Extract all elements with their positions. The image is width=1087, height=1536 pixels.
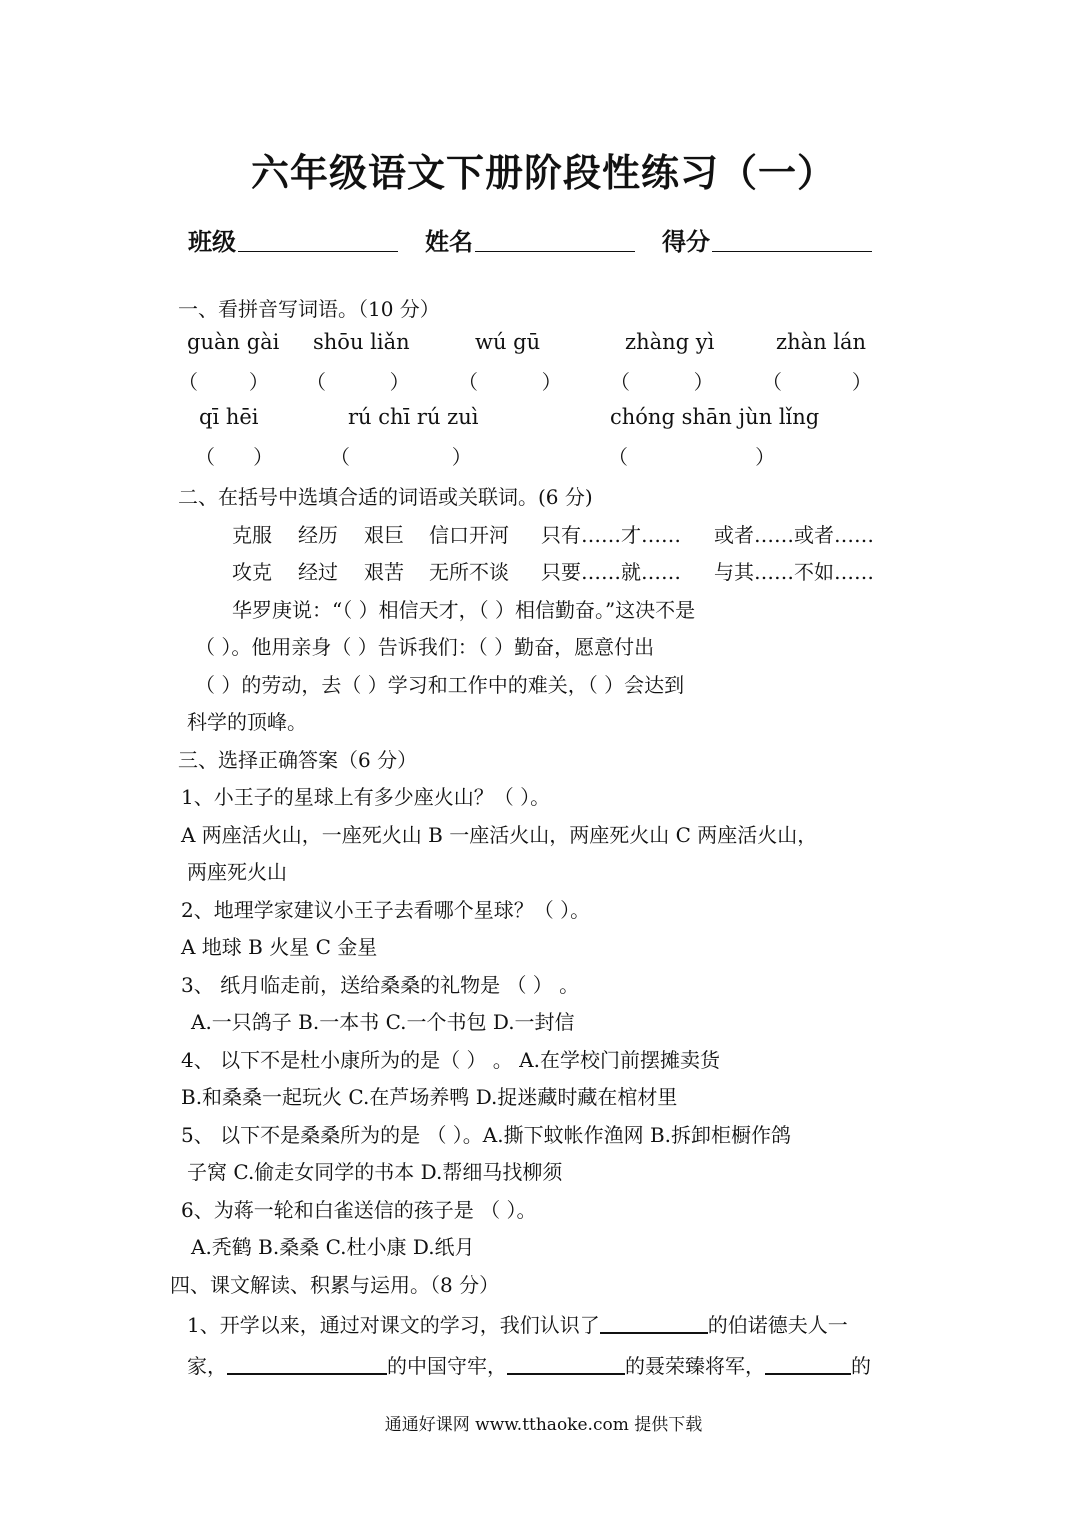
word-option: 克服: [232, 523, 272, 547]
word-option: 艰苦: [364, 560, 404, 584]
pinyin-8: chóng shān jùn lǐng: [610, 405, 820, 429]
answer-box-6[interactable]: （ ）: [195, 445, 274, 469]
answer-box-4[interactable]: （ ）: [610, 370, 714, 394]
fill-line-2: [187, 1350, 871, 1379]
pinyin-2: shōu liǎn: [313, 330, 410, 354]
answer-box-3[interactable]: （ ）: [458, 370, 562, 394]
score-field: [662, 222, 872, 257]
section1-heading: 一、看拼音写词语。（10 分）: [178, 297, 440, 321]
fill-paragraph-line: 科学的顶峰。: [187, 710, 307, 734]
footer-credit: 通通好课网 www.tthaoke.com 提供下载: [384, 1415, 703, 1435]
pinyin-7: rú chī rú zuì: [348, 405, 479, 429]
pinyin-4: zhàng yì: [625, 330, 715, 354]
section3-heading: 三、选择正确答案（6 分）: [178, 748, 418, 772]
pinyin-6: qī hēi: [199, 405, 259, 429]
word-option: 无所不谈: [429, 560, 509, 584]
name-label: 姓名: [425, 228, 473, 256]
pinyin-3: wú gū: [475, 330, 541, 354]
question-line: 1、小王子的星球上有多少座火山？（ ）。: [181, 785, 551, 809]
fill-text: 的伯诺德夫人一: [707, 1313, 848, 1337]
score-blank[interactable]: [712, 229, 872, 252]
question-line: A 两座活火山，一座死火山 B 一座活火山，两座死火山 C 两座活火山，: [181, 823, 818, 847]
fill-line-1: [187, 1309, 848, 1338]
fill-text: 的: [851, 1354, 871, 1378]
question-line: A.一只鸽子 B.一本书 C.一个书包 D.一封信: [191, 1010, 575, 1034]
name-blank[interactable]: [475, 229, 635, 252]
word-option: 攻克: [232, 560, 272, 584]
question-line: 两座死火山: [187, 860, 287, 884]
fill-blank[interactable]: [600, 1312, 708, 1334]
fill-blank[interactable]: [507, 1353, 625, 1375]
fill-text: 1、开学以来，通过对课文的学习，我们认识了: [187, 1313, 600, 1337]
word-option: 只要……就……: [541, 560, 681, 584]
fill-paragraph-line: （ ）。他用亲身（ ）告诉我们：（ ）勤奋，愿意付出: [195, 635, 655, 659]
page-title: 六年级语文下册阶段性练习（一）: [250, 151, 836, 195]
name-field: [425, 222, 635, 257]
pinyin-1: guàn gài: [187, 330, 280, 354]
answer-box-8[interactable]: （ ）: [608, 445, 776, 469]
section4-heading: 四、课文解读、积累与运用。（8 分）: [170, 1273, 500, 1297]
pinyin-5: zhàn lán: [776, 330, 867, 354]
fill-blank[interactable]: [227, 1353, 387, 1375]
question-line: 6、为蒋一轮和白雀送信的孩子是 （ ）。: [181, 1198, 537, 1222]
fill-text: 家，: [187, 1354, 227, 1378]
answer-box-5[interactable]: （ ）: [762, 370, 872, 394]
fill-text: 的中国守牢，: [387, 1354, 507, 1378]
question-line: 5、 以下不是桑桑所为的是 （ ）。A.撕下蚊帐作渔网 B.拆卸柜橱作鸽: [181, 1123, 792, 1147]
answer-box-1[interactable]: （ ）: [178, 370, 269, 394]
word-option: 信口开河: [429, 523, 509, 547]
fill-paragraph-line: （ ）的劳动，去（ ）学习和工作中的难关，（ ）会达到: [195, 673, 685, 697]
word-option: 经历: [298, 523, 338, 547]
question-line: 子窝 C.偷走女同学的书本 D.帮细马找柳须: [187, 1160, 563, 1184]
fill-blank[interactable]: [765, 1353, 851, 1375]
class-field: [188, 222, 398, 257]
word-option: 经过: [298, 560, 338, 584]
question-line: 3、 纸月临走前，送给桑桑的礼物是 （ ） 。: [181, 973, 580, 997]
question-line: A 地球 B 火星 C 金星: [181, 935, 378, 959]
class-blank[interactable]: [238, 229, 398, 252]
question-line: 2、地理学家建议小王子去看哪个星球？（ ）。: [181, 898, 591, 922]
word-option: 艰巨: [364, 523, 404, 547]
score-label: 得分: [662, 228, 710, 256]
fill-text: 的聂荣臻将军，: [625, 1354, 765, 1378]
fill-paragraph-line: 华罗庚说：“（ ）相信天才，（ ）相信勤奋。”这决不是: [232, 598, 696, 622]
word-option: 或者……或者……: [714, 523, 874, 547]
question-line: A.秃鹤 B.桑桑 C.杜小康 D.纸月: [191, 1235, 475, 1259]
answer-box-7[interactable]: （ ）: [330, 445, 472, 469]
section2-heading: 二、在括号中选填合适的词语或关联词。(6 分): [178, 485, 593, 509]
answer-box-2[interactable]: （ ）: [306, 370, 410, 394]
question-line: 4、 以下不是杜小康所为的是（ ） 。 A.在学校门前摆摊卖货: [181, 1048, 720, 1072]
word-option: 只有……才……: [541, 523, 681, 547]
class-label: 班级: [188, 228, 236, 256]
word-option: 与其……不如……: [714, 560, 874, 584]
question-line: B.和桑桑一起玩火 C.在芦场养鸭 D.捉迷藏时藏在棺材里: [181, 1085, 678, 1109]
